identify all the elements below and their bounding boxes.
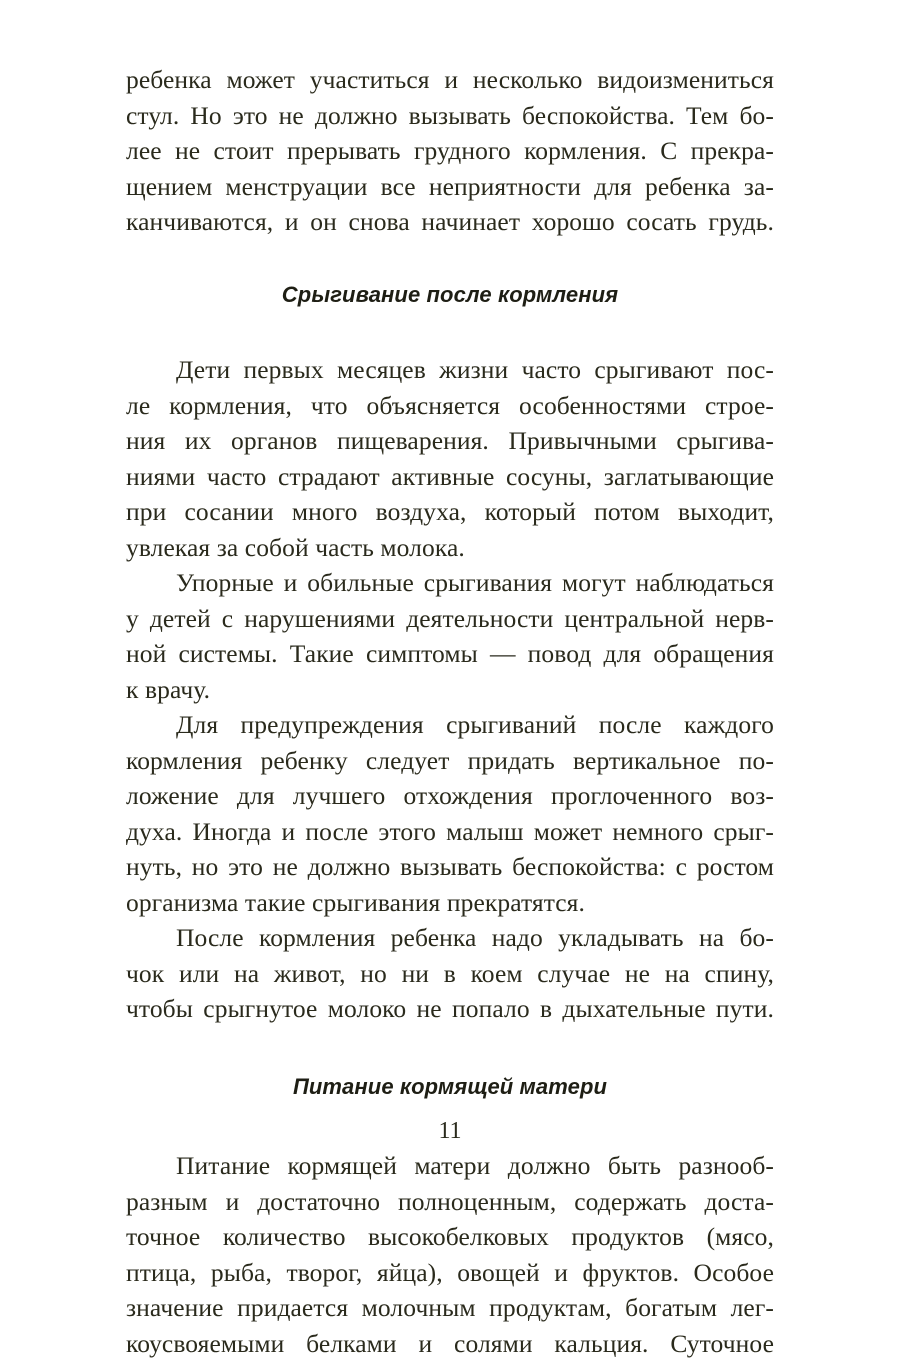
text-line: точное количество высокобелковых продуктов (мясо,: [126, 1219, 774, 1255]
text-line: увлекая за собой часть молока.: [126, 530, 774, 566]
text-line: Питание кормящей матери должно быть разнооб-: [126, 1148, 774, 1184]
text-line: щением менструации все неприятности для ребенка за-: [126, 169, 774, 205]
text-line: птица, рыба, творог, яйца), овощей и фруктов. Особое: [126, 1255, 774, 1291]
page-number: 11: [0, 1118, 900, 1145]
text-line: лее не стоит прерывать грудного кормления. С прекра-: [126, 133, 774, 169]
text-line: После кормления ребенка надо укладывать на бо-: [126, 920, 774, 956]
text-line: у детей с нарушениями деятельности центральной нерв-: [126, 601, 774, 637]
text-line: к врачу.: [126, 672, 774, 708]
text-line: канчиваются, и он снова начинает хорошо сосать грудь.: [126, 204, 774, 240]
text-line: ниями часто страдают активные сосуны, заглатывающие: [126, 459, 774, 495]
intro-paragraph: [126, 62, 774, 240]
text-line: нуть, но это не должно вызывать беспокойства: с ростом: [126, 849, 774, 885]
text-line: Дети первых месяцев жизни часто срыгивают пос-: [126, 352, 774, 388]
section-heading-regurgitation: Срыгивание после кормления: [126, 277, 774, 313]
paragraph: [126, 565, 774, 707]
text-line: ной системы. Такие симптомы — повод для обращения: [126, 636, 774, 672]
text-line: Для предупреждения срыгиваний после каждого: [126, 707, 774, 743]
paragraph: [126, 920, 774, 1027]
text-line: ния их органов пищеварения. Привычными срыгива-: [126, 423, 774, 459]
text-line: при сосании много воздуха, который потом выходит,: [126, 494, 774, 530]
book-page: [126, 62, 774, 1361]
section-heading-nursing-mother-nutrition: Питание кормящей матери: [126, 1069, 774, 1105]
paragraph: [126, 707, 774, 920]
text-line: разным и достаточно полноценным, содержать доста-: [126, 1184, 774, 1220]
text-line: чок или на живот, но ни в коем случае не на спину,: [126, 956, 774, 992]
text-line: Упорные и обильные срыгивания могут наблюдаться: [126, 565, 774, 601]
text-line: кормления ребенку следует придать вертикальное по-: [126, 743, 774, 779]
paragraph: [126, 1148, 774, 1361]
text-line: коусвояемыми белками и солями кальция. Суточное: [126, 1326, 774, 1361]
text-line: организма такие срыгивания прекратятся.: [126, 885, 774, 921]
text-line: духа. Иногда и после этого малыш может немного срыг-: [126, 814, 774, 850]
text-line: значение придается молочным продуктам, богатым лег-: [126, 1290, 774, 1326]
text-line: чтобы срыгнутое молоко не попало в дыхательные пути.: [126, 991, 774, 1027]
text-line: стул. Но это не должно вызывать беспокойства. Тем бо-: [126, 98, 774, 134]
paragraph: [126, 352, 774, 565]
text-line: ложение для лучшего отхождения проглоченного воз-: [126, 778, 774, 814]
text-line: ребенка может участиться и несколько видоизмениться: [126, 62, 774, 98]
text-line: ле кормления, что объясняется особенностями строе-: [126, 388, 774, 424]
